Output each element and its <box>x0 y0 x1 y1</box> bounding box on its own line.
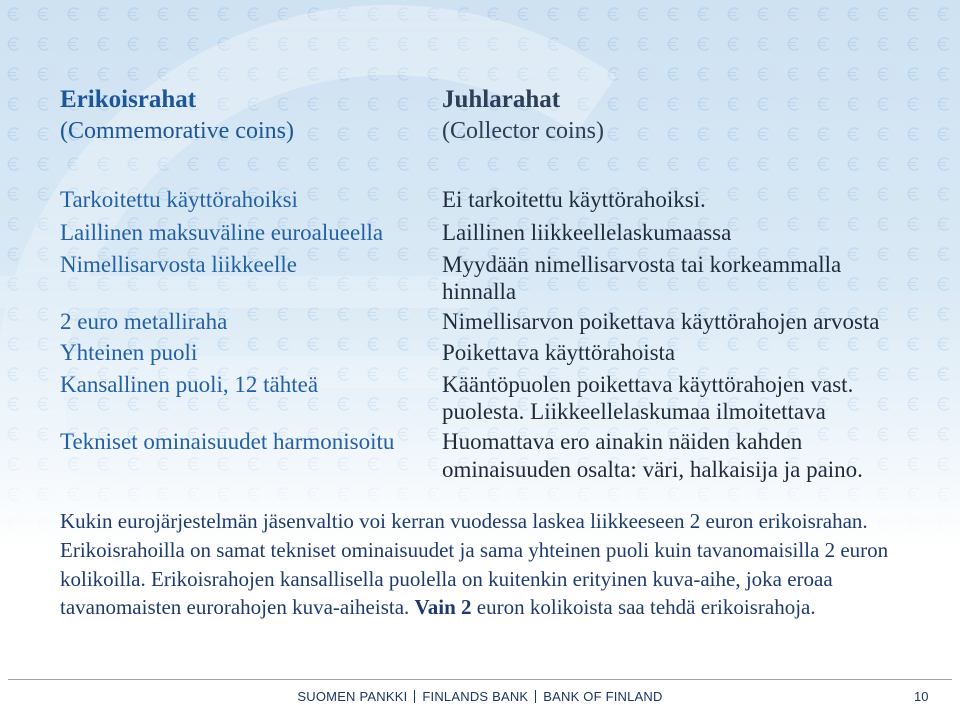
right-item-national-side-line-2: puolesta. Liikkeellelaskumaa ilmoitettava <box>442 399 826 424</box>
footer-divider <box>8 679 952 680</box>
right-item-sale-price-line-2: hinnalla <box>442 279 517 304</box>
right-item-legal-tender: Laillinen liikkeellelaskumaassa <box>442 220 732 245</box>
right-column-subtitle: (Collector coins) <box>442 118 604 144</box>
footer-name-finnish: SUOMEN PANKKI <box>297 689 408 704</box>
right-item-technical-specs-line-2: ominaisuuden osalta: väri, halkaisija ja paino. <box>442 457 863 482</box>
right-item-common-side: Poikettava käyttörahoista <box>442 340 676 365</box>
right-item-denomination: Nimellisarvon poikettava käyttörahojen arvosta <box>442 309 880 334</box>
footer-separator <box>535 690 536 703</box>
right-column-title: Juhlarahat <box>442 86 561 113</box>
left-item-national-side: Kansallinen puoli, 12 tähteä <box>60 372 319 397</box>
summary-line-1: Kukin eurojärjestelmän jäsenvaltio voi kerran vuodessa laskea liikkeeseen 2 euron erikoisrahan. <box>60 509 868 533</box>
summary-line-2: Erikoisrahoilla on samat tekniset ominaisuudet ja sama yhteinen puoli kuin tavanomaisilla 2 euron <box>60 538 889 562</box>
summary-line-4-end: euron kolikoista saa tehdä erikoisrahoja. <box>471 595 816 619</box>
right-item-sale-price-line-1: Myydään nimellisarvosta tai korkeammalla <box>442 252 842 277</box>
left-item-legal-tender: Laillinen maksuväline euroalueella <box>60 220 384 245</box>
right-item-national-side-line-1: Kääntöpuolen poikettava käyttörahojen vast. <box>442 372 854 397</box>
left-item-purpose: Tarkoitettu käyttörahoiksi <box>60 187 298 212</box>
summary-line-4-start: tavanomaisten eurorahojen kuva-aiheista. <box>60 595 415 619</box>
left-item-technical-specs: Tekniset ominaisuudet harmonisoitu <box>60 429 395 454</box>
right-item-purpose: Ei tarkoitettu käyttörahoiksi. <box>442 187 706 212</box>
left-item-common-side: Yhteinen puoli <box>60 340 198 365</box>
footer-organization <box>0 688 960 705</box>
summary-emphasis: Vain 2 <box>414 595 472 619</box>
page-number: 10 <box>914 689 929 704</box>
left-column-subtitle: (Commemorative coins) <box>60 118 294 144</box>
summary-line-4 <box>60 593 816 621</box>
footer-name-swedish: FINLANDS BANK <box>422 689 529 704</box>
right-item-technical-specs-line-1: Huomattava ero ainakin näiden kahden <box>442 429 803 454</box>
summary-line-3: kolikoilla. Erikoisrahojen kansallisella puolella on kuitenkin erityinen kuva-aihe, joka eroaa <box>60 567 833 591</box>
left-item-issue-value: Nimellisarvosta liikkeelle <box>60 252 297 277</box>
footer-name-english: BANK OF FINLAND <box>543 689 663 704</box>
left-item-denomination: 2 euro metalliraha <box>60 309 228 334</box>
left-column-title: Erikoisrahat <box>60 86 197 113</box>
footer-separator <box>414 690 415 703</box>
